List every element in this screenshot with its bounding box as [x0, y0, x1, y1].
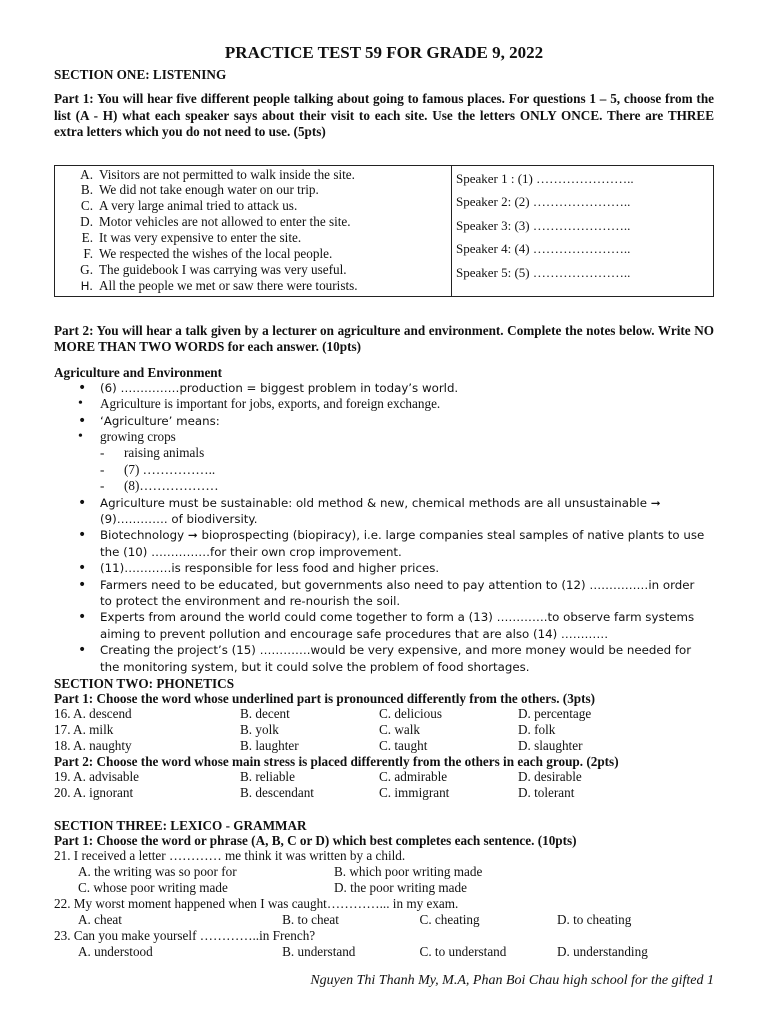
matching-table: [54, 165, 714, 297]
note-9: • Agriculture must be sustainable: old method & new, chemical methods are all unsustainable ➞ (9)…………. of biodiversity.: [100, 495, 714, 528]
page-title: PRACTICE TEST 59 FOR GRADE 9, 2022: [224, 43, 544, 62]
speaker-5-answer[interactable]: Speaker 5: (5) …………………..: [456, 264, 631, 280]
listening-part2-instructions: Part 2: You will hear a talk given by a lecturer on agriculture and environment. Complete the notes below. Write NO MORE THAN TWO WORDS for each answer. (10pts): [54, 322, 714, 355]
question-18: 18. A. naughty B. laughter C. taught D. slaughter: [54, 738, 583, 754]
question-16: 16. A. descend B. decent C. delicious D. percentage: [54, 706, 592, 722]
question-22: 22. My worst moment happened when I was caught…………... in my exam.: [54, 896, 459, 912]
section-lexico-grammar-heading: SECTION THREE: LEXICO - GRAMMAR: [54, 818, 307, 834]
option-c: C. A very large animal tried to attack us.: [80, 198, 298, 214]
note-6: • (6) ……………production = biggest problem in today’s world.: [100, 380, 714, 396]
option-h: H. All the people we met or saw there were tourists.: [80, 277, 358, 293]
note-15: • Creating the project’s (15) ………….would be very expensive, and more money would be needed for the monitoring system, but it could solve the problem of food shortages.: [100, 642, 714, 675]
question-23-options: A. understood B. understand C. to understand D. understanding: [78, 944, 648, 960]
notes-list: [54, 380, 714, 675]
speaker-1-answer[interactable]: Speaker 1 : (1) …………………..: [456, 170, 634, 186]
question-17: 17. A. milk B. yolk C. walk D. folk: [54, 722, 556, 738]
note-7: - (7) ……………..: [100, 462, 714, 478]
section-listening-heading: SECTION ONE: LISTENING: [54, 67, 227, 82]
option-e: E. It was very expensive to enter the site.: [81, 230, 302, 246]
note-8: - (8)………………: [100, 478, 714, 494]
question-21: 21. I received a letter ………… me think it was written by a child.: [54, 848, 406, 864]
note-10: • Biotechnology ➞ bioprospecting (biopiracy), i.e. large companies steal samples of native plants to use the (10) ……………for their own crop improvement.: [100, 527, 714, 560]
question-21-options-ab: A. the writing was so poor for B. which poor writing made: [78, 864, 483, 880]
question-20: 20. A. ignorant B. descendant C. immigrant D. tolerant: [54, 785, 575, 801]
note-growing-crops: • growing crops: [100, 429, 714, 445]
option-f: F. We respected the wishes of the local people.: [83, 246, 333, 262]
note-11: • (11)…………is responsible for less food and higher prices.: [100, 560, 714, 576]
listening-part1-instructions: Part 1: You will hear five different people talking about going to famous places. For questions 1 – 5, choose from the list (A - H) what each speaker says about their visit to each site. Use the letters ONLY ONCE. There are THREE extra letters which you do not need to use. (5pts): [54, 91, 714, 139]
question-23: 23. Can you make yourself …………..in French?: [54, 928, 316, 944]
question-22-options: A. cheat B. to cheat C. cheating D. to cheating: [78, 912, 632, 928]
option-a: A. Visitors are not permitted to walk inside the site.: [80, 166, 355, 182]
note-agriculture-means: • ‘Agriculture’ means:: [100, 413, 714, 429]
section-phonetics-heading: SECTION TWO: PHONETICS: [54, 676, 235, 692]
option-d: D. Motor vehicles are not allowed to enter the site.: [80, 214, 351, 230]
option-b: B. We did not take enough water on our trip.: [80, 182, 319, 198]
option-g: G. The guidebook I was carrying was very useful.: [80, 261, 347, 277]
lexico-part1-instructions: Part 1: Choose the word or phrase (A, B, C or D) which best completes each sentence. (10pts): [54, 833, 577, 849]
note-agriculture-importance: • Agriculture is important for jobs, exports, and foreign exchange.: [100, 396, 714, 412]
page-footer: Nguyen Thi Thanh My, M.A, Phan Boi Chau high school for the gifted 1: [310, 973, 714, 988]
speaker-2-answer[interactable]: Speaker 2: (2) …………………..: [456, 194, 631, 210]
options-cell: [55, 165, 452, 296]
question-21-options-cd: C. whose poor writing made D. the poor writing made: [78, 880, 467, 896]
note-13-14: • Experts from around the world could come together to form a (13) ………….to observe farm systems aiming to prevent pollution and encourage safe procedures that are also (14) …………: [100, 609, 714, 642]
notes-heading: Agriculture and Environment: [54, 364, 223, 380]
phonetics-part1-instructions: Part 1: Choose the word whose underlined part is pronounced differently from the others. (3pts): [54, 691, 596, 707]
speaker-3-answer[interactable]: Speaker 3: (3) …………………..: [456, 217, 631, 233]
note-raising-animals: - raising animals: [100, 445, 714, 461]
phonetics-part2-instructions: Part 2: Choose the word whose main stress is placed differently from the others in each group. (2pts): [54, 754, 619, 770]
speakers-cell: [452, 165, 714, 296]
speaker-4-answer[interactable]: Speaker 4: (4) …………………..: [456, 241, 631, 257]
question-19: 19. A. advisable B. reliable C. admirable D. desirable: [54, 769, 582, 785]
note-12: • Farmers need to be educated, but governments also need to pay attention to (12) ……………in order to protect the environment and re-nourish the soil.: [100, 577, 714, 610]
